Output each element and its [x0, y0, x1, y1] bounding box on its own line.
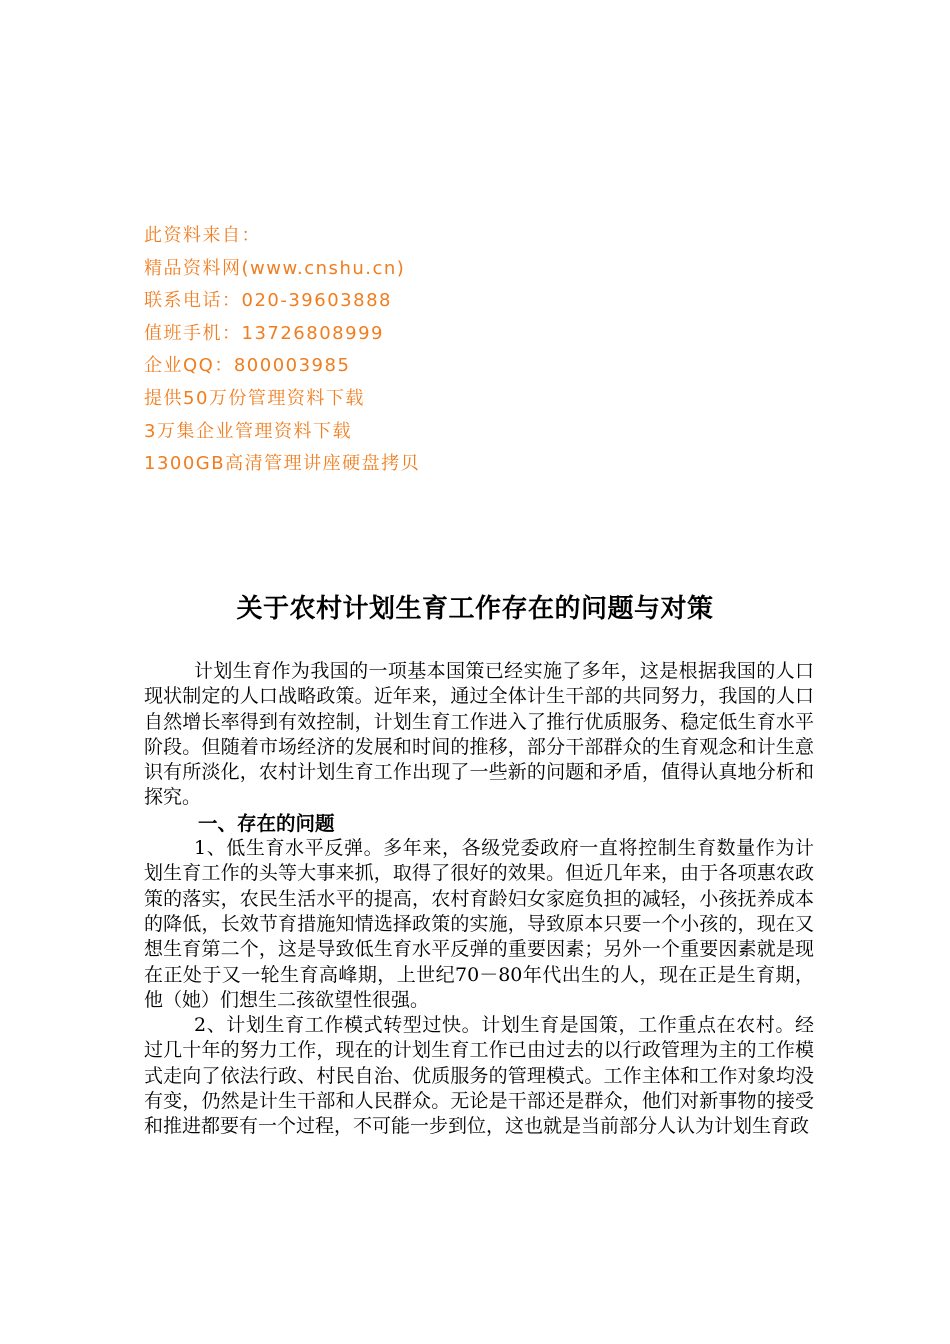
document-body — [144, 659, 814, 1140]
document-title: 关于农村计划生育工作存在的问题与对策 — [236, 594, 714, 624]
intro-paragraph: 计划生育作为我国的一项基本国策已经实施了多年，这是根据我国的人口现状制定的人口战略政策。近年来，通过全体计生干部的共同努力，我国的人口自然增长率得到有效控制，计划生育工作进入了推行优质服务、稳定低生育水平阶段。但随着市场经济的发展和时间的推移，部分干部群众的生育观念和计生意识有所淡化，农村计划生育工作出现了一些新的问题和矛盾，值得认真地分析和探究。 — [144, 660, 814, 809]
body-paragraph: 1、低生育水平反弹。多年来，各级党委政府一直将控制生育数量作为计划生育工作的头等大事来抓，取得了很好的效果。但近几年来，由于各项惠农政策的落实，农民生活水平的提高，农村育龄妇女家庭负担的减轻，小孩抚养成本的降低，长效节育措施知情选择政策的实施，导致原本只要一个小孩的，现在又想生育第二个，这是导致低生育水平反弹的重要因素；另外一个重要因素就是现在正处于又一轮生育高峰期，上世纪70－80年代出生的人，现在正是生育期，他（她）们想生二孩欲望性很强。 — [144, 837, 814, 1011]
source-phone-line: 联系电话：020-39603888 — [144, 290, 392, 312]
source-offer-line: 提供50万份管理资料下载 — [144, 387, 365, 409]
source-qq-line: 企业QQ：800003985 — [144, 355, 351, 377]
source-mobile-line: 值班手机：13726808999 — [144, 322, 384, 344]
source-offer-line: 3万集企业管理资料下载 — [144, 420, 352, 442]
source-website-line: 精品资料网(www.cnshu.cn) — [144, 257, 406, 279]
source-offer-line: 1300GB高清管理讲座硬盘拷贝 — [144, 453, 421, 475]
body-paragraph: 2、计划生育工作模式转型过快。计划生育是国策，工作重点在农村。经过几十年的努力工作，现在的计划生育工作已由过去的以行政管理为主的工作模式走向了依法行政、村民自治、优质服务的管理模式。工作主体和工作对象均没有变，仍然是计生干部和人民群众。无论是干部还是群众，他们对新事物的接受和推进都要有一个过程，不可能一步到位，这也就是当前部分人认为计划生育政 — [144, 1014, 814, 1138]
section-heading: 一、存在的问题 — [198, 811, 335, 835]
source-info-block — [144, 220, 564, 481]
source-line: 此资料来自： — [144, 225, 261, 246]
